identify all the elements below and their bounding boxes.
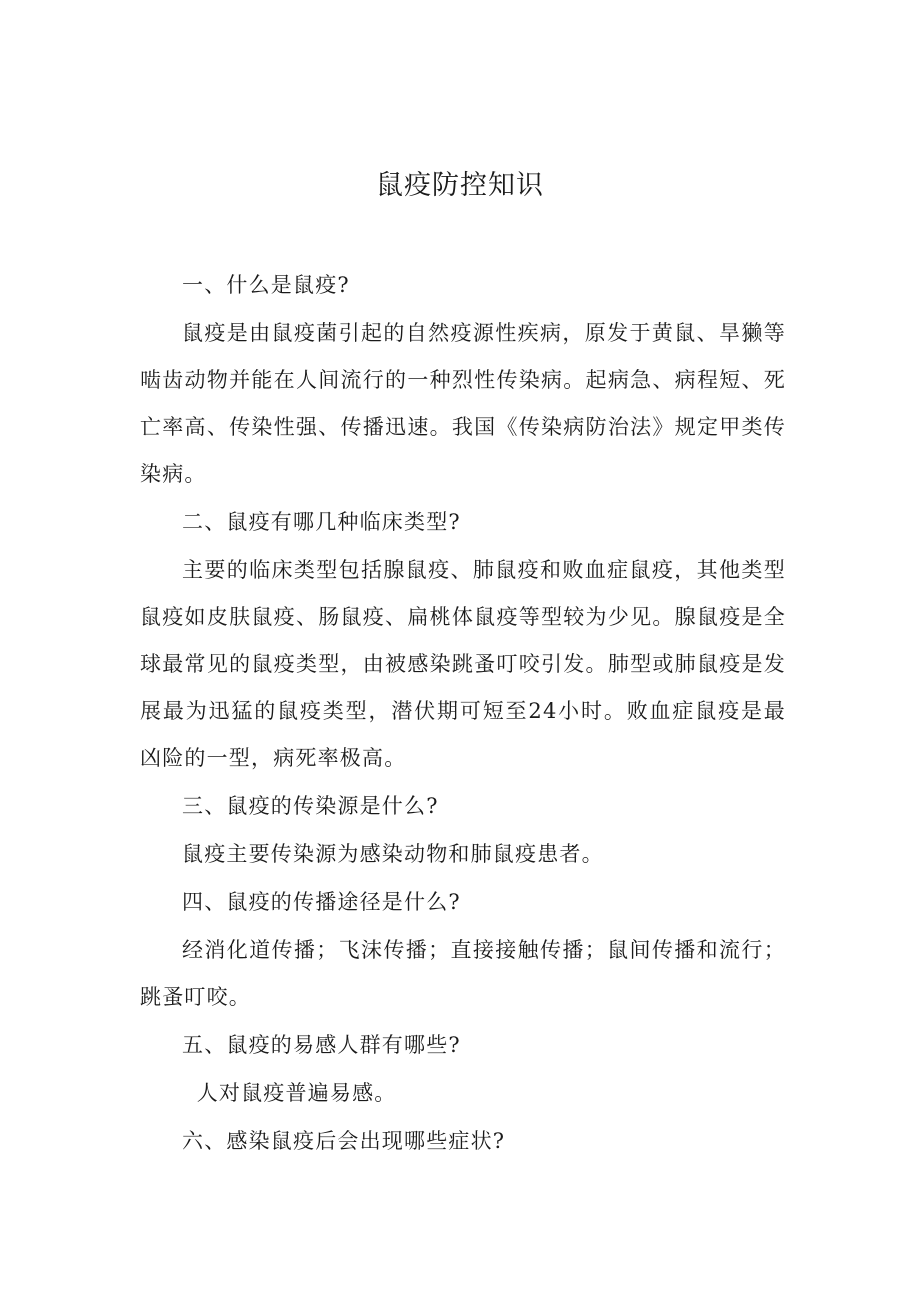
section-heading: 二、鼠疫有哪几种临床类型? — [182, 510, 461, 534]
section-body: 人对鼠疫普遍易感。 — [196, 1081, 397, 1105]
document-title: 鼠疫防控知识 — [376, 170, 544, 201]
section-body: 鼠疫是由鼠疫菌引起的自然疫源性疾病，原发于黄鼠、旱獭等啮齿动物并能在人间流行的一种烈性传染病。起病急、病程短、死亡率高、传染性强、传播迅速。我国《传染病防治法》规定甲类传染病。 — [140, 321, 786, 486]
section-heading: 五、鼠疫的易感人群有哪些? — [182, 1033, 461, 1057]
section-body: 经消化道传播；飞沫传播；直接接触传播；鼠间传播和流行；跳蚤叮咬。 — [140, 938, 786, 1009]
section-heading: 一、什么是鼠疫? — [182, 273, 350, 297]
section-body: 主要的临床类型包括腺鼠疫、肺鼠疫和败血症鼠疫，其他类型鼠疫如皮肤鼠疫、肠鼠疫、扁桃体鼠疫等型较为少见。腺鼠疫是全球最常见的鼠疫类型，由被感染跳蚤叮咬引发。肺型或肺鼠疫是发展最为迅猛的鼠疫类型，潜伏期可短至24小时。败血症鼠疫是最凶险的一型，病死率极高。 — [140, 558, 786, 770]
section-heading: 四、鼠疫的传播途径是什么? — [182, 890, 461, 914]
section-body: 鼠疫主要传染源为感染动物和肺鼠疫患者。 — [182, 842, 604, 866]
section-heading: 六、感染鼠疫后会出现哪些症状? — [182, 1129, 506, 1153]
document-body — [140, 262, 786, 1166]
section-heading: 三、鼠疫的传染源是什么? — [182, 794, 439, 818]
